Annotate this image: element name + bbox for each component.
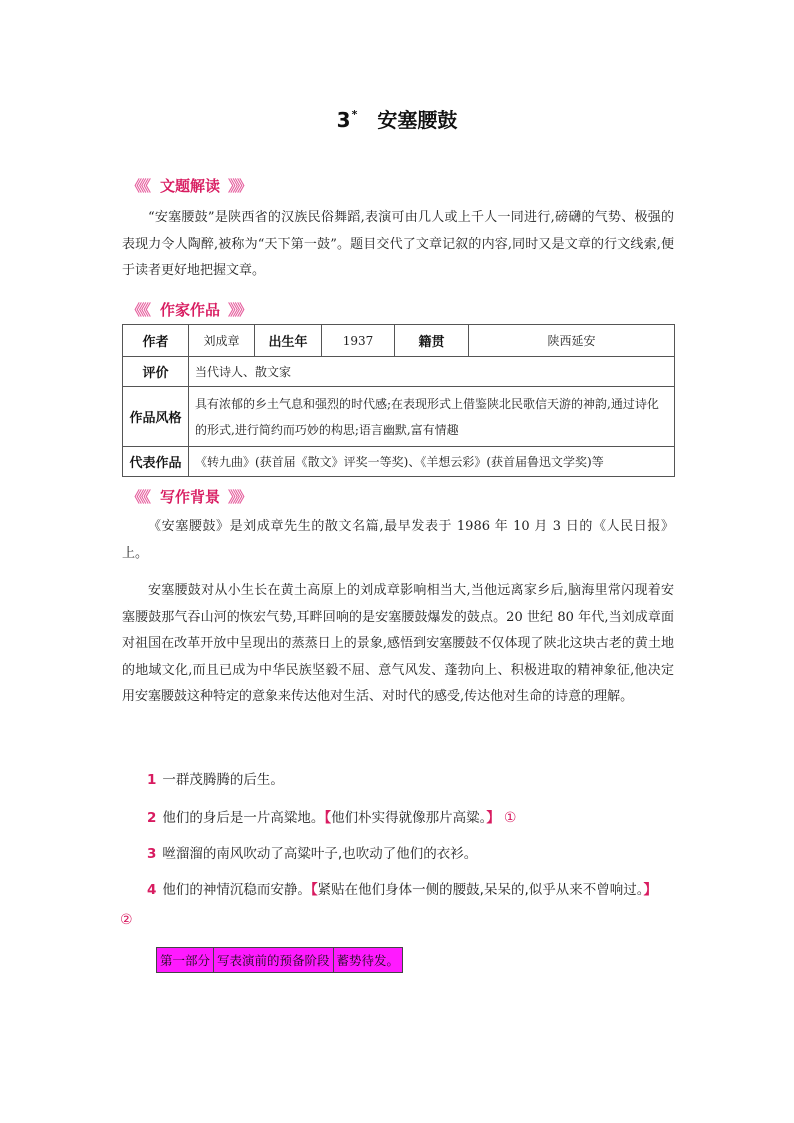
background-paragraph-2: 安塞腰鼓对从小生长在黄土高原上的刘成章影响相当大,当他远离家乡后,脑海里常闪现着安塞腰鼓那气吞山河的恢宏气势,耳畔回响的是安塞腰鼓爆发的鼓点。20 世纪 80 年代,当刘成章面对祖国在改革开放中呈现出的蒸蒸日上的景象,感悟到安塞腰鼓不仅体现了陕北这块古老的黄土地的地域文化,而且已成为中华民族坚毅不屈、意气风发、蓬勃向上、积极进取的精神象征,他决定用安塞腰鼓这种特定的意象来传达他对生活、对时代的感受,传达他对生命的诗意的理解。 bbox=[122, 583, 674, 704]
section-label: 写作背景 bbox=[160, 487, 221, 506]
annotation-marker-2: ② bbox=[120, 912, 133, 928]
section-header-author-works bbox=[127, 298, 249, 320]
line-number: 1 bbox=[147, 772, 157, 788]
eval-label: 评价 bbox=[123, 357, 189, 387]
line-number: 2 bbox=[147, 810, 157, 826]
lesson-star: * bbox=[351, 108, 358, 121]
line-number: 3 bbox=[147, 846, 157, 862]
chevron-right-icon: 》》》 bbox=[228, 300, 250, 319]
chevron-left-icon: 《《《 bbox=[127, 300, 149, 319]
section-label: 文题解读 bbox=[160, 176, 221, 195]
line-text: 咝溜溜的南风吹动了高粱叶子,也吹动了他们的衣衫。 bbox=[162, 846, 478, 862]
section-summary-tag bbox=[156, 947, 403, 973]
page-title bbox=[0, 104, 794, 133]
author-value: 刘成章 bbox=[189, 325, 255, 357]
section-label: 作家作品 bbox=[160, 300, 221, 319]
table-row bbox=[123, 387, 675, 447]
chevron-right-icon: 》》》 bbox=[228, 487, 250, 506]
native-label: 籍贯 bbox=[395, 325, 469, 357]
style-label: 作品风格 bbox=[123, 387, 189, 447]
table-row bbox=[123, 357, 675, 387]
text-line-3 bbox=[147, 842, 477, 862]
text-line-1 bbox=[147, 768, 284, 788]
text-line-2 bbox=[147, 806, 516, 826]
line-text: 一群茂腾腾的后生。 bbox=[162, 772, 284, 788]
style-value: 具有浓郁的乡土气息和强烈的时代感;在表现形式上借鉴陕北民歌信天游的神韵,通过诗化的形式,进行简约而巧妙的构思;语言幽默,富有情趣 bbox=[189, 387, 675, 447]
tag-summary: 蓄势待发。 bbox=[336, 953, 400, 968]
tag-description: 写表演前的预备阶段 bbox=[214, 948, 334, 972]
line-text: 他们的神情沉稳而安静。 bbox=[162, 882, 311, 898]
chevron-left-icon: 《《《 bbox=[127, 176, 149, 195]
works-label: 代表作品 bbox=[123, 447, 189, 477]
annotation-marker-1: ① bbox=[503, 810, 517, 826]
table-row bbox=[123, 325, 675, 357]
annotation-text: 紧贴在他们身体一侧的腰鼓,呆呆的,似乎从来不曾响过。 bbox=[317, 882, 644, 898]
text-line-4 bbox=[147, 878, 657, 898]
author-label: 作者 bbox=[123, 325, 189, 357]
birth-value: 1937 bbox=[322, 325, 395, 357]
line-text: 他们的身后是一片高粱地。 bbox=[162, 810, 325, 826]
birth-label: 出生年 bbox=[255, 325, 322, 357]
bracket-open: 【 bbox=[310, 882, 318, 898]
table-row bbox=[123, 447, 675, 477]
lesson-name: 安塞腰鼓 bbox=[377, 108, 458, 132]
line-number: 4 bbox=[147, 882, 157, 898]
section-header-background bbox=[127, 485, 249, 507]
works-value: 《转九曲》(获首届《散文》评奖一等奖)、《羊想云彩》(获首届鲁迅文学奖)等 bbox=[189, 447, 675, 477]
bracket-close: 】 bbox=[486, 810, 500, 826]
lesson-number: 3 bbox=[336, 108, 351, 132]
title-interpretation-paragraph: “安塞腰鼓”是陕西省的汉族民俗舞蹈,表演可由几人或上千人一同进行,磅礴的气势、极强的表现力令人陶醉,被称为“天下第一鼓”。题目交代了文章记叙的内容,同时又是文章的行文线索,便于读者更好地把握文章。 bbox=[122, 210, 674, 278]
background-paragraph-1: 《安塞腰鼓》是刘成章先生的散文名篇,最早发表于 1986 年 10 月 3 日的《人民日报》上。 bbox=[122, 519, 674, 561]
annotation-text: 他们朴实得就像那片高粱。 bbox=[331, 810, 487, 826]
chevron-left-icon: 《《《 bbox=[127, 487, 149, 506]
eval-value: 当代诗人、散文家 bbox=[189, 357, 675, 387]
section-header-title-interpretation bbox=[127, 174, 249, 196]
chevron-right-icon: 》》》 bbox=[228, 176, 250, 195]
tag-part: 第一部分 bbox=[157, 948, 214, 972]
native-value: 陕西延安 bbox=[469, 325, 675, 357]
bracket-close: 】 bbox=[643, 882, 657, 898]
author-info-table bbox=[122, 324, 675, 477]
bracket-open: 【 bbox=[324, 810, 332, 826]
